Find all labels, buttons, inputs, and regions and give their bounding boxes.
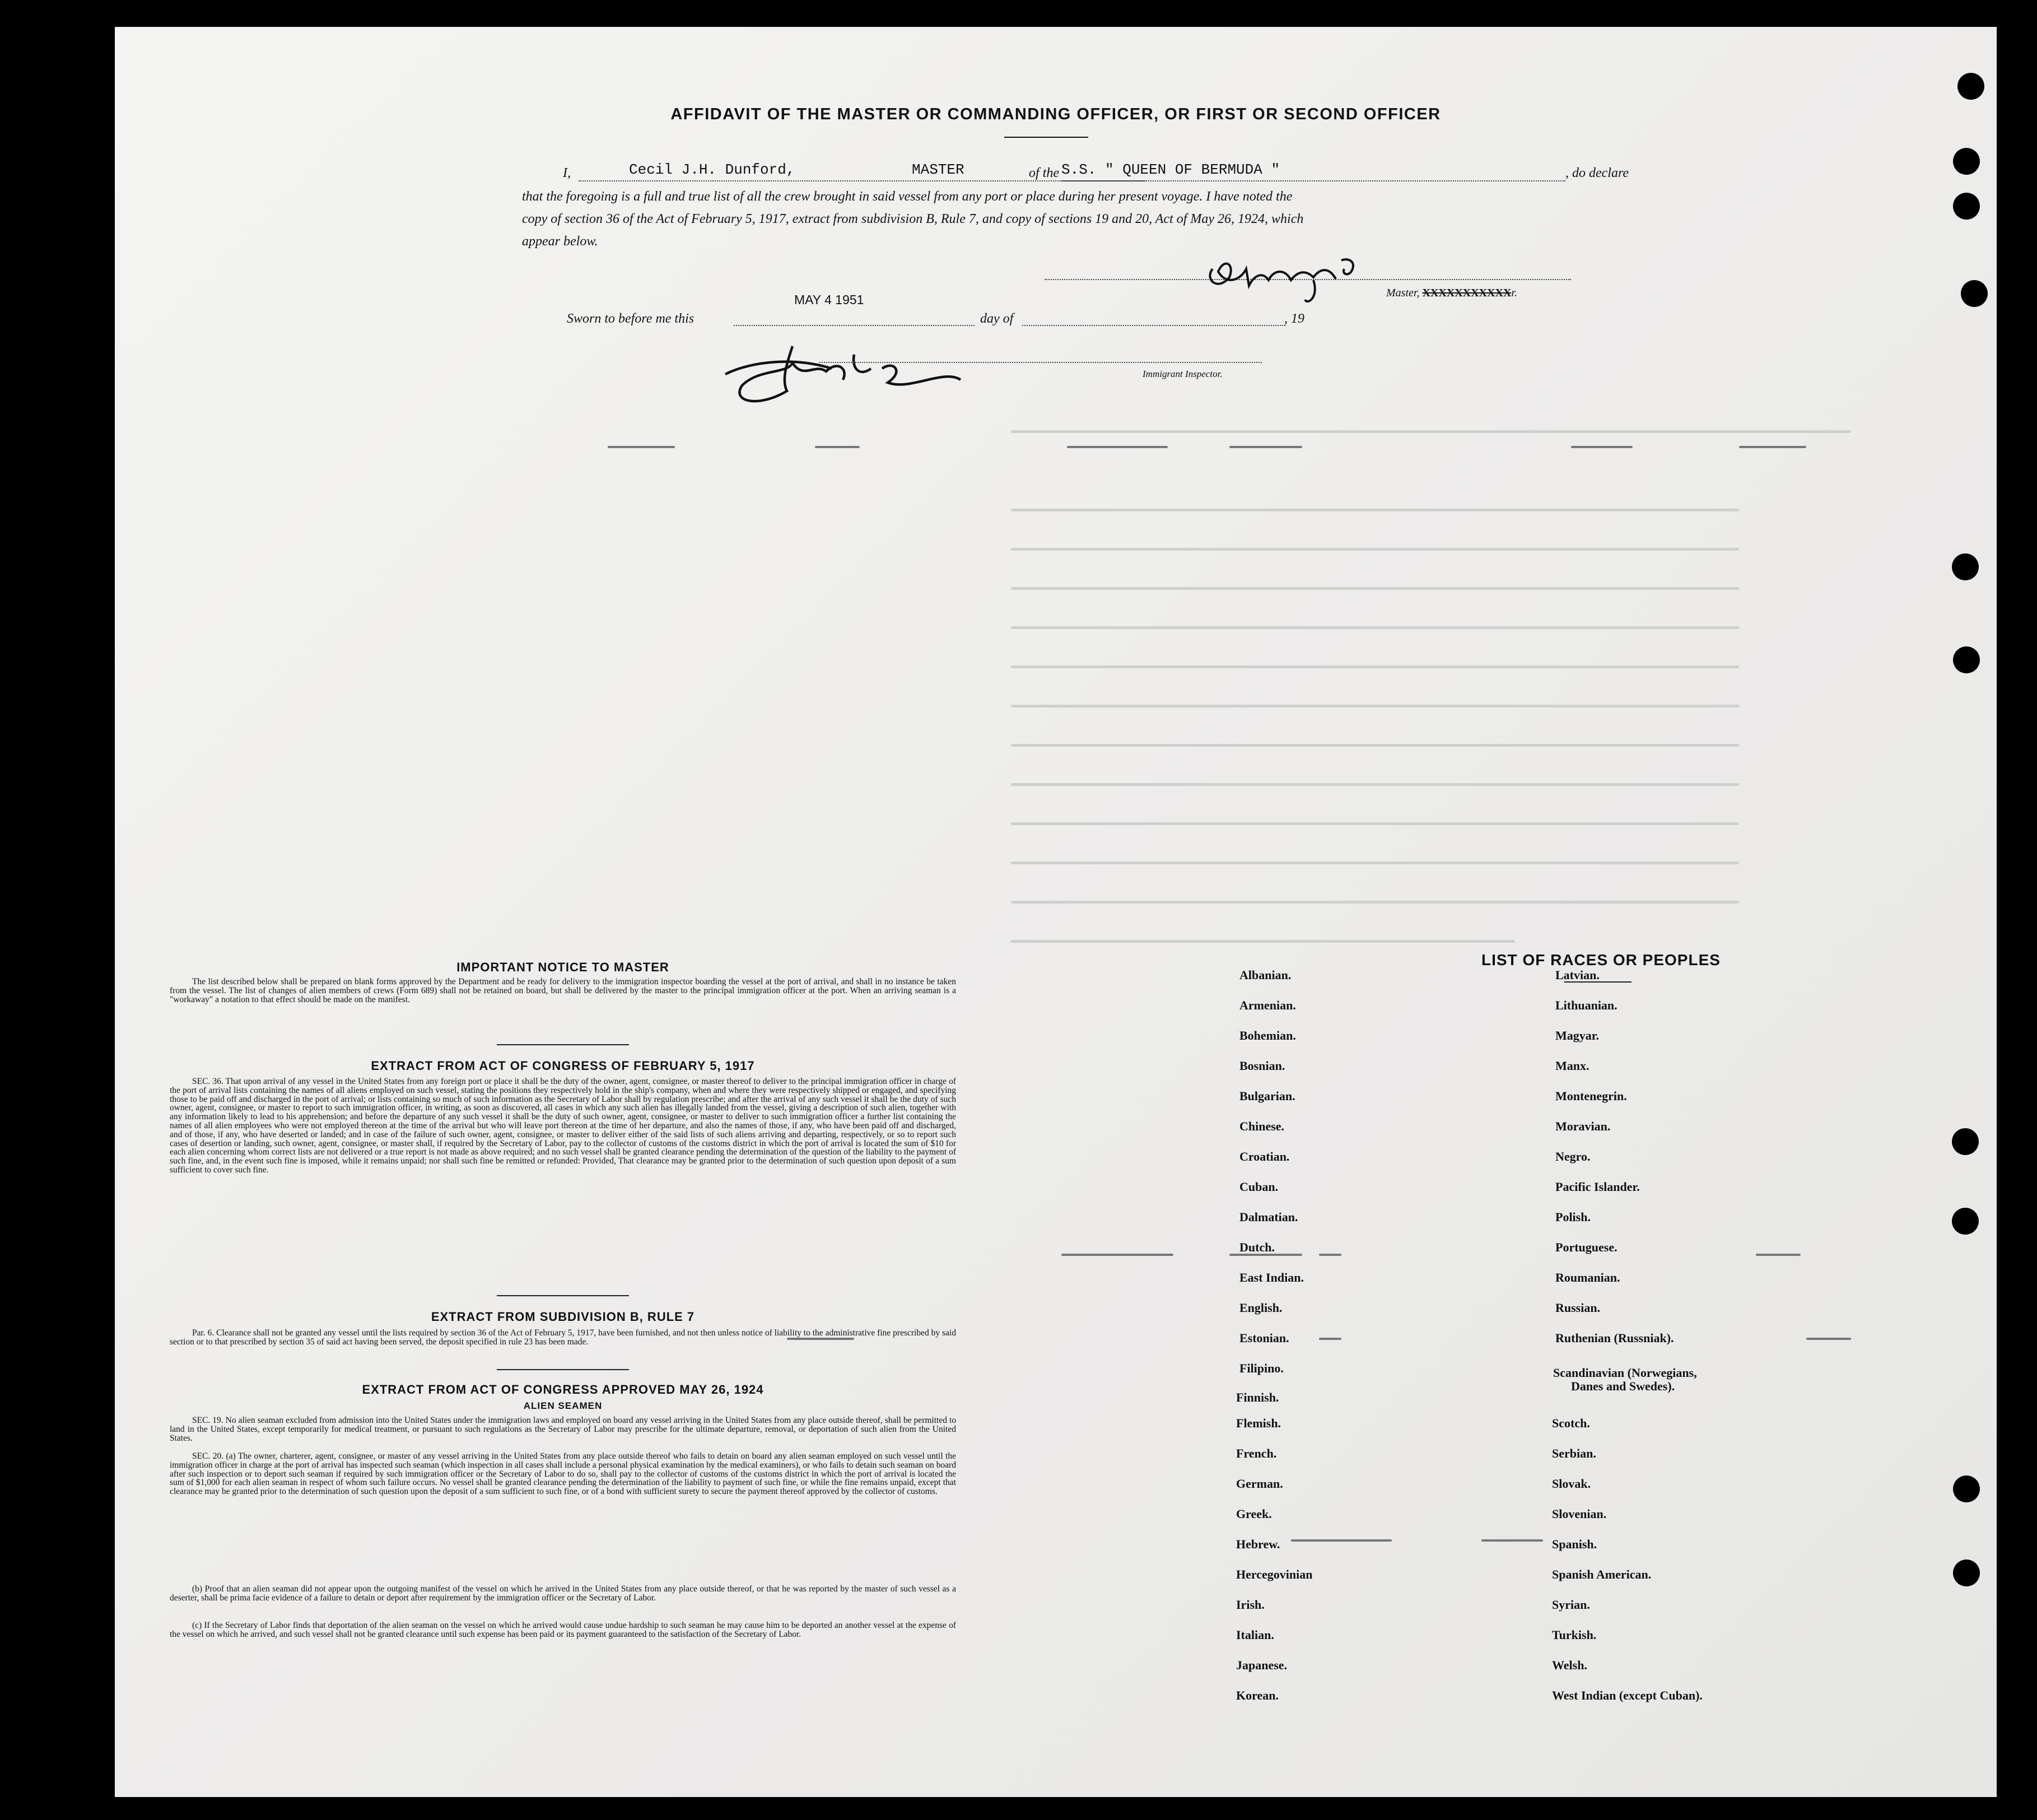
punch-hole <box>1952 1208 1979 1235</box>
punch-hole <box>1961 280 1988 307</box>
race-item: Hercegovinian <box>1236 1567 1313 1581</box>
sec19-text: SEC. 19. No alien seaman excluded from admission into the United States under the immigration laws and employed on board any vessel arriving in the United States from any place outside thereof, shall be permitted to land in the United States, except temporarily for medical treatment, or pursuant to such regulations as the Secretary of Labor may prescribe for the ultimate departure, removal, or deportation of such alien from the United States. <box>170 1416 956 1443</box>
race-item: Polish. <box>1555 1210 1591 1224</box>
vessel-name: S.S. " QUEEN OF BERMUDA " <box>1061 161 1280 178</box>
race-item: Estonian. <box>1239 1331 1289 1345</box>
divider-rule <box>497 1044 629 1045</box>
race-item: Spanish. <box>1552 1537 1597 1551</box>
race-item: Serbian. <box>1552 1446 1596 1460</box>
race-item: Bosnian. <box>1239 1059 1285 1073</box>
race-item: Flemish. <box>1236 1416 1281 1430</box>
date-stamp: MAY 4 1951 <box>794 292 864 307</box>
inspector-signature <box>720 329 966 413</box>
race-item: Pacific Islander. <box>1555 1180 1640 1194</box>
race-item: West Indian (except Cuban). <box>1552 1688 1703 1702</box>
race-item: Croatian. <box>1239 1149 1290 1163</box>
body-line-4: appear below. <box>522 234 598 249</box>
sec20b-text: (b) Proof that an alien seaman did not appear upon the outgoing manifest of the vessel on which he arrived in the United States from any place outside thereof, or that he was reported by the master of such vessel as a deserter, shall be prima facie evidence of a failure to detain or deport after requirement by the immigration officer or the Secretary of Labor. <box>170 1584 956 1603</box>
master-label: Master, XXXXXXXXXXXr. <box>1386 287 1517 299</box>
races-heading: LIST OF RACES OR PEOPLES <box>1481 951 1721 969</box>
race-item: East Indian. <box>1239 1270 1304 1284</box>
vessel-underline <box>1061 180 1565 181</box>
race-item: Greek. <box>1236 1507 1272 1521</box>
race-item: Filipino. <box>1239 1361 1284 1375</box>
race-item: Danes and Swedes). <box>1571 1379 1675 1393</box>
punch-hole <box>1953 1560 1980 1586</box>
name-underline <box>579 180 1145 181</box>
race-item: Syrian. <box>1552 1598 1590 1612</box>
race-item: Dalmatian. <box>1239 1210 1298 1224</box>
race-item: Hebrew. <box>1236 1537 1280 1551</box>
punch-hole <box>1953 1475 1980 1502</box>
race-item: Korean. <box>1236 1688 1279 1702</box>
notice-text: The list described below shall be prepared on blank forms approved by the Department and be ready for delivery to the immigration inspector boarding the vessel at the port of arrival, and shall in no instance be taken from the vessel. The list of changes of alien members of crews (Form 689) shall not be retained on board, but shall be delivered by the master to the principal immigration officer at the port. When an arriving seaman is a "workaway" a notation to that effect should be made on the manifest. <box>170 977 956 1004</box>
document-page <box>115 27 1997 1797</box>
inspector-label: Immigrant Inspector. <box>1143 369 1223 379</box>
sec20c-text: (c) If the Secretary of Labor finds that deportation of the alien seaman on the vessel on which he arrived would cause undue hardship to such seaman he may cause him to be deported an another vessel at the expense of the vessel on which he arrived, and such vessel shall not be granted clearance until such expense has been paid or its payment guaranteed to the satisfaction of the Secretary of Labor. <box>170 1621 956 1639</box>
punch-hole <box>1957 73 1984 100</box>
race-item: Roumanian. <box>1555 1270 1620 1284</box>
rank-value: MASTER <box>912 161 964 178</box>
race-item: Negro. <box>1555 1149 1591 1163</box>
race-item: Bulgarian. <box>1239 1089 1295 1103</box>
race-item: Turkish. <box>1552 1628 1597 1642</box>
race-item: Albanian. <box>1239 968 1292 982</box>
rule7-text: Par. 6. Clearance shall not be granted any vessel until the lists required by section 36 of the Act of February 5, 1917, have been furnished, and not then unless notice of liability to the administrative fine prescribed by said section or to that prescribed by section 35 of said act having been served, the deposit specified in rule 23 has been made. <box>170 1328 956 1347</box>
body-line-2: that the foregoing is a full and true list of all the crew brought in said vessel from any port or place during her present voyage. I have noted the <box>522 189 1293 204</box>
race-item: Welsh. <box>1552 1658 1587 1672</box>
sec20a-text: SEC. 20. (a) The owner, charterer, agent, consignee, or master of any vessel arriving in the United States from any place outside thereof who fails to detain on board any alien seaman employed on such vessel until the immigration officer in charge at the port of arrival has inspected such seaman (which inspection in all cases shall include a personal physical examination by the medical examiners), or who fails to detain such seaman on board after such inspection or to deport such seaman if required by such immigration officer or the Secretary of Labor to do so, shall pay to the collector of customs of the customs district in which the port of arrival is located the sum of $1,000 for each alien seaman in respect of whom such failure occurs. No vessel shall be granted clearance pending the determination of the liability to payment of such fine, or while the fine remains unpaid, except that clearance may be granted prior to the determination of such question upon the deposit of a sum sufficient to such fine, or of a bond with sufficient surety to secure the payment thereof approved by the collector of customs. <box>170 1451 956 1497</box>
race-item: Japanese. <box>1236 1658 1288 1672</box>
extract-1917-heading: EXTRACT FROM ACT OF CONGRESS OF FEBRUARY 5, 1917 <box>371 1059 755 1073</box>
race-item: Montenegrin. <box>1555 1089 1627 1103</box>
sworn-prefix: Sworn to before me this <box>567 311 694 326</box>
punch-hole <box>1952 1128 1979 1155</box>
punch-hole <box>1952 553 1979 580</box>
body-line-3: copy of section 36 of the Act of February 5, 1917, extract from subdivision B, Rule 7, and copy of sections 19 and 20, Act of May 26, 1924, which <box>522 212 1304 226</box>
race-item: Finnish. <box>1236 1390 1279 1404</box>
race-item: Portuguese. <box>1555 1240 1618 1254</box>
race-item: Slovak. <box>1552 1477 1591 1491</box>
affidavit-title: AFFIDAVIT OF THE MASTER OR COMMANDING OFFICER, OR FIRST OR SECOND OFFICER <box>670 105 1441 123</box>
race-item: Scandinavian (Norwegians, <box>1553 1366 1697 1380</box>
race-item: Russian. <box>1555 1301 1601 1315</box>
alien-seamen-subheading: ALIEN SEAMEN <box>523 1400 603 1411</box>
race-item: Italian. <box>1236 1628 1274 1642</box>
punch-hole <box>1953 148 1980 175</box>
inspector-line <box>819 362 1262 363</box>
title-rule <box>1004 137 1088 138</box>
punch-hole <box>1953 646 1980 673</box>
race-item: English. <box>1239 1301 1283 1315</box>
race-item: Scotch. <box>1552 1416 1590 1430</box>
day-of-label: day of <box>980 311 1014 326</box>
race-item: Bohemian. <box>1239 1028 1296 1042</box>
race-item: Ruthenian (Russniak). <box>1555 1331 1674 1345</box>
race-item: Slovenian. <box>1552 1507 1607 1521</box>
divider-rule <box>497 1295 629 1296</box>
sworn-month-line <box>1022 325 1285 326</box>
extract-1917-text: SEC. 36. That upon arrival of any vessel in the United States from any foreign port or place it shall be the duty of the owner, agent, consignee, or master thereof to deliver to the principal immigration officer in charge of the port of arrival lists containing the names of all aliens employed on such vessel, stating the positions they respectively hold in the ship's company, when and where they were respectively shipped or engaged, and specifying those to be paid off and discharged in the port of arrival; or lists containing so much of such information as the Secretary of Labor shall by regulation prescribe; and after the arrival of any such vessel it shall be the duty of such owner, agent, consignee, or master to report to such immigration officer, in writing, as soon as discovered, all cases in which any such alien has illegally landed from the vessel, giving a description of such alien, together with any information likely to lead to his apprehension; and before the departure of any such vessel it shall be the duty of such owner, agent, consignee, or master to deliver to such immigration officer a further list containing the names of all alien employees who were not employed thereon at the time of the arrival but who will leave port thereon at the time of her departure, and also the names of those, if any, who have been paid off and discharged, and of those, if any, who have deserted or landed; and in case of the failure of such owner, agent, consignee, or master to deliver either of the said lists of such aliens arriving and departing, respectively, or so to report such cases of desertion or landing, such owner, agent, consignee, or master shall, if required by the Secretary of Labor, pay to the collector of customs of the customs district in which the port of arrival is located the sum of $10 for each alien concerning whom correct lists are not delivered or a true report is not made as above required; and no such vessel shall be granted clearance pending the determination of the question of the liability to the payment of such fine, and, in the event such fine is imposed, while it remains unpaid; nor shall such fine be remitted or refunded: Provided, That clearance may be granted prior to the determination of such question upon deposit of a sum sufficient to cover such fine. <box>170 1077 956 1175</box>
master-name: Cecil J.H. Dunford, <box>629 161 795 178</box>
race-item: Chinese. <box>1239 1119 1285 1133</box>
race-item: Spanish American. <box>1552 1567 1652 1581</box>
of-the-label: of the <box>1029 166 1059 180</box>
race-item: Dutch. <box>1239 1240 1275 1254</box>
divider-rule <box>497 1369 629 1370</box>
declare-text: , do declare <box>1565 166 1629 180</box>
race-item: French. <box>1236 1446 1277 1460</box>
race-item: Armenian. <box>1239 998 1296 1012</box>
race-item: Irish. <box>1236 1598 1265 1612</box>
race-item: Manx. <box>1555 1059 1589 1073</box>
race-item: Magyar. <box>1555 1028 1600 1042</box>
race-item: Moravian. <box>1555 1119 1611 1133</box>
race-item: Lithuanian. <box>1555 998 1618 1012</box>
master-signature <box>1201 246 1381 308</box>
extract-1924-heading: EXTRACT FROM ACT OF CONGRESS APPROVED MAY 26, 1924 <box>362 1383 764 1397</box>
race-item: Cuban. <box>1239 1180 1279 1194</box>
sworn-day-line <box>734 325 975 326</box>
race-item: Latvian. <box>1555 968 1600 982</box>
year-prefix: , 19 <box>1284 311 1304 326</box>
race-item: German. <box>1236 1477 1283 1491</box>
rule7-heading: EXTRACT FROM SUBDIVISION B, RULE 7 <box>431 1310 695 1324</box>
line1-prefix: I, <box>563 166 571 180</box>
punch-hole <box>1953 193 1980 220</box>
notice-heading: IMPORTANT NOTICE TO MASTER <box>456 960 669 974</box>
